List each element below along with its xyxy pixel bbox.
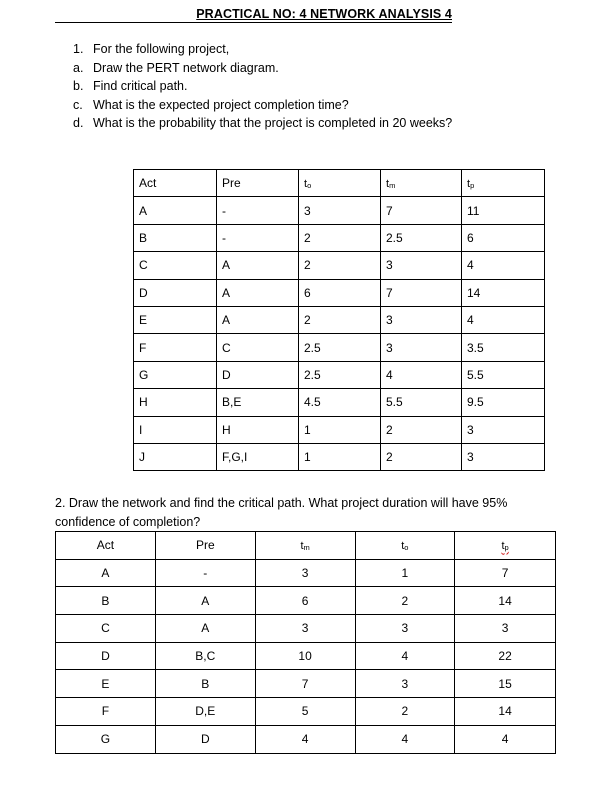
cell-to: 6 (299, 279, 381, 306)
question-1-part-b (73, 77, 452, 96)
table-row (134, 416, 545, 443)
cell-act: B (56, 587, 156, 615)
cell-to: 4 (355, 725, 455, 753)
cell-pre: D (217, 361, 299, 388)
cell-pre: H (217, 416, 299, 443)
header-tm-sub: m (389, 181, 396, 191)
cell-act: G (134, 361, 217, 388)
spellcheck-underline (501, 538, 508, 552)
cell-act: C (134, 252, 217, 279)
cell-act: J (134, 443, 217, 470)
header-tp-sub: p (470, 181, 475, 191)
cell-act: A (56, 559, 156, 587)
cell-pre: A (217, 306, 299, 333)
cell-tm: 7 (255, 670, 355, 698)
cell-act: E (56, 670, 156, 698)
cell-act: A (134, 197, 217, 224)
activity-table-2 (55, 531, 556, 754)
cell-pre: - (155, 559, 255, 587)
table-row (134, 252, 545, 279)
header-act: Act (56, 532, 156, 560)
cell-act: C (56, 615, 156, 643)
question-1-part-a (73, 59, 452, 78)
part-text: Draw the PERT network diagram. (93, 60, 279, 75)
cell-pre: B,E (217, 389, 299, 416)
cell-to: 1 (355, 559, 455, 587)
cell-to: 1 (299, 416, 381, 443)
cell-tm: 7 (381, 197, 462, 224)
cell-act: F (56, 698, 156, 726)
header-tp-sub: p (504, 543, 509, 553)
cell-tm: 3 (381, 306, 462, 333)
part-label: c. (73, 97, 83, 112)
header-to-base: t (304, 178, 308, 191)
table-row (56, 698, 556, 726)
part-text: What is the probability that the project is completed in 20 weeks? (93, 116, 453, 131)
question-1-prompt-text: For the following project, (93, 42, 230, 56)
cell-tm: 10 (255, 642, 355, 670)
table-row (56, 559, 556, 587)
page-title: PRACTICAL NO: 4 NETWORK ANALYSIS 4 (196, 7, 452, 21)
question-1-number: 1. (73, 42, 84, 56)
question-1 (73, 40, 452, 133)
cell-pre: D,E (155, 698, 255, 726)
cell-tm: 4 (255, 725, 355, 753)
header-act: Act (134, 170, 217, 197)
header-to-sub: o (404, 543, 409, 553)
header-tm-base: t (386, 178, 390, 191)
cell-to: 2 (355, 698, 455, 726)
cell-tm: 2 (381, 443, 462, 470)
cell-act: G (56, 725, 156, 753)
table-row (134, 224, 545, 251)
cell-tp: 4 (462, 252, 545, 279)
cell-tm: 2 (381, 416, 462, 443)
cell-pre: A (155, 587, 255, 615)
cell-pre: F,G,I (217, 443, 299, 470)
cell-tp: 3 (455, 615, 556, 643)
cell-pre: B (155, 670, 255, 698)
table-row (56, 587, 556, 615)
table-row (134, 306, 545, 333)
cell-pre: A (155, 615, 255, 643)
cell-tp: 11 (462, 197, 545, 224)
cell-tp: 14 (455, 587, 556, 615)
header-to-base: t (401, 540, 405, 553)
cell-to: 2 (299, 224, 381, 251)
cell-pre: A (217, 252, 299, 279)
question-1-part-d (73, 114, 452, 133)
cell-to: 2.5 (299, 361, 381, 388)
table-row (56, 670, 556, 698)
header-pre: Pre (155, 532, 255, 560)
header-tp-base: t (501, 540, 505, 553)
part-text: Find critical path. (93, 79, 188, 94)
cell-act: D (56, 642, 156, 670)
header-tp (462, 170, 545, 197)
part-label: b. (73, 79, 84, 94)
cell-tp: 9.5 (462, 389, 545, 416)
cell-to: 2.5 (299, 334, 381, 361)
table-header-row (56, 532, 556, 560)
cell-tp: 4 (455, 725, 556, 753)
cell-act: I (134, 416, 217, 443)
cell-act: H (134, 389, 217, 416)
table-row (134, 389, 545, 416)
cell-tm: 3 (381, 334, 462, 361)
table-header-row (134, 170, 545, 197)
part-text: What is the expected project completion time? (93, 97, 349, 112)
cell-tm: 3 (381, 252, 462, 279)
cell-to: 2 (355, 587, 455, 615)
header-tm (381, 170, 462, 197)
cell-to: 2 (299, 252, 381, 279)
part-label: a. (73, 60, 84, 75)
cell-act: F (134, 334, 217, 361)
cell-tp: 14 (455, 698, 556, 726)
cell-tp: 3 (462, 416, 545, 443)
cell-tp: 14 (462, 279, 545, 306)
cell-tp: 22 (455, 642, 556, 670)
cell-tp: 15 (455, 670, 556, 698)
header-tp-base: t (467, 178, 471, 191)
table-row (134, 197, 545, 224)
table-row (134, 334, 545, 361)
activity-table-1 (133, 169, 545, 471)
cell-act: E (134, 306, 217, 333)
cell-pre: B,C (155, 642, 255, 670)
cell-tp: 5.5 (462, 361, 545, 388)
table-row (134, 361, 545, 388)
header-to (355, 532, 455, 560)
table-row (56, 615, 556, 643)
header-tm-sub: m (303, 543, 310, 553)
title-bar (55, 5, 452, 23)
header-tm (255, 532, 355, 560)
header-tp (455, 532, 556, 560)
cell-tp: 7 (455, 559, 556, 587)
header-to-sub: o (307, 181, 312, 191)
cell-pre: - (217, 224, 299, 251)
cell-tm: 6 (255, 587, 355, 615)
cell-to: 1 (299, 443, 381, 470)
table-row (134, 279, 545, 306)
question-1-part-c (73, 96, 452, 115)
cell-act: B (134, 224, 217, 251)
header-to (299, 170, 381, 197)
cell-to: 4.5 (299, 389, 381, 416)
cell-tm: 3 (255, 615, 355, 643)
part-label: d. (73, 116, 84, 131)
cell-pre: - (217, 197, 299, 224)
cell-act: D (134, 279, 217, 306)
cell-tm: 4 (381, 361, 462, 388)
cell-tm: 2.5 (381, 224, 462, 251)
cell-to: 4 (355, 642, 455, 670)
cell-to: 3 (355, 670, 455, 698)
cell-tm: 3 (255, 559, 355, 587)
cell-pre: A (217, 279, 299, 306)
header-pre: Pre (217, 170, 299, 197)
cell-to: 2 (299, 306, 381, 333)
cell-tp: 3 (462, 443, 545, 470)
cell-tp: 3.5 (462, 334, 545, 361)
question-1-prompt (73, 40, 452, 59)
cell-pre: C (217, 334, 299, 361)
cell-tp: 6 (462, 224, 545, 251)
cell-tm: 7 (381, 279, 462, 306)
table-row (56, 725, 556, 753)
cell-to: 3 (299, 197, 381, 224)
header-tm-base: t (300, 540, 304, 553)
cell-to: 3 (355, 615, 455, 643)
question-2: 2. Draw the network and find the critical path. What project duration will have 95% confidence of completion? (55, 496, 508, 529)
cell-pre: D (155, 725, 255, 753)
table-row (134, 443, 545, 470)
cell-tm: 5 (255, 698, 355, 726)
table-row (56, 642, 556, 670)
cell-tm: 5.5 (381, 389, 462, 416)
cell-tp: 4 (462, 306, 545, 333)
